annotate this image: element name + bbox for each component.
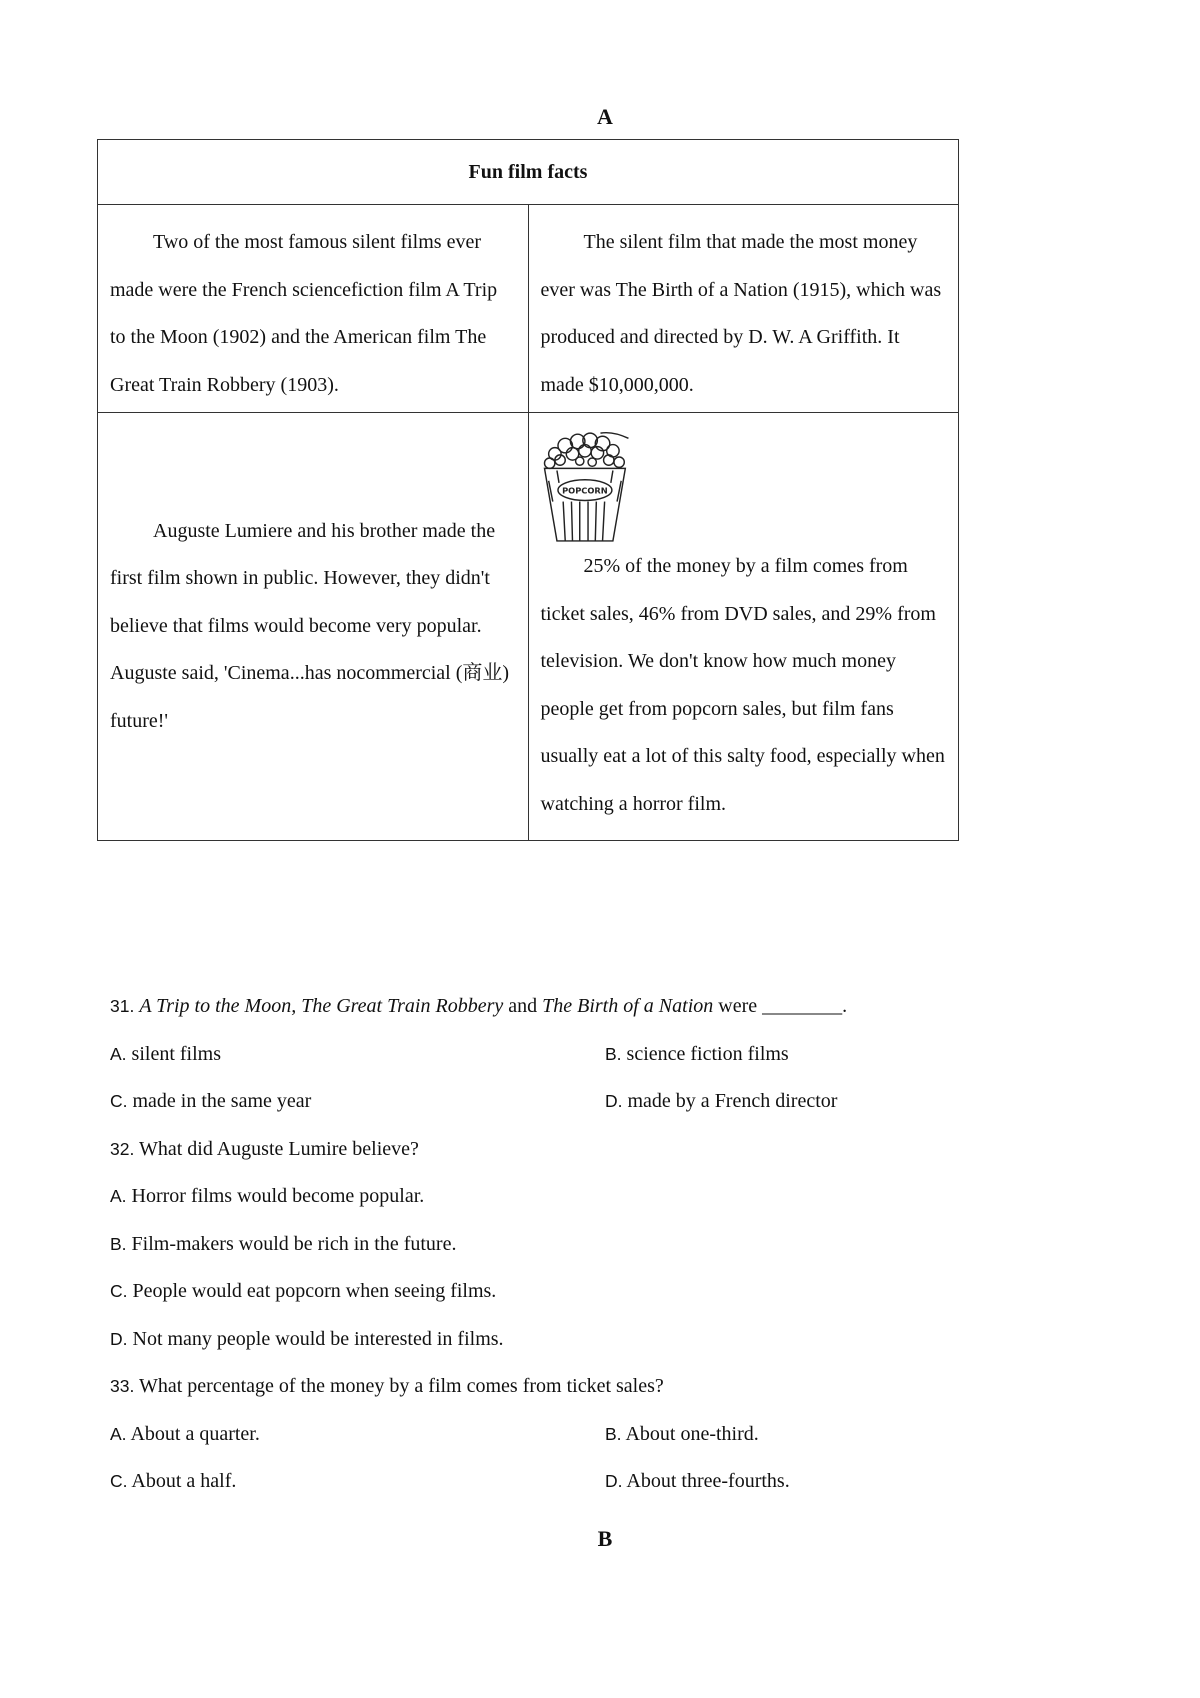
table-cell-silent-films xyxy=(98,205,529,413)
option-31-b: B. science fiction films xyxy=(605,1042,789,1065)
cell-text: Two of the most famous silent films ever made were the French sciencefiction film A Trip to the Moon (1902) and the American film The Great Train Robbery (1903). xyxy=(110,231,498,396)
option-32-b: B. Film-makers would be rich in the future. xyxy=(110,1232,457,1255)
table-cell-lumiere xyxy=(98,413,529,841)
option-32-d: D. Not many people would be interested in films. xyxy=(110,1327,504,1350)
stem-italic: The Birth of a Nation xyxy=(542,995,714,1017)
section-b-heading: B xyxy=(597,1526,613,1551)
stem-italic: A Trip to the Moon, The Great Train Robbery xyxy=(139,995,504,1017)
fun-film-facts-table xyxy=(97,139,959,841)
option-row xyxy=(110,1078,1110,1126)
table-cell-birth-of-nation xyxy=(528,205,959,413)
option-31-d: D. made by a French director xyxy=(605,1090,838,1112)
option-32-c: C. People would eat popcorn when seeing films. xyxy=(110,1280,497,1302)
option-31-c: C. made in the same year xyxy=(110,1090,312,1112)
table-cell-popcorn xyxy=(528,413,959,841)
stem-text: and xyxy=(503,995,543,1017)
cell-text: 25% of the money by a film comes from ticket sales, 46% from DVD sales, and 29% from television. We don't know how much money people get from popcorn sales, but film fans usually eat a lot of this salty food, especially when watching a horror film. xyxy=(540,555,945,815)
question-number: 31. xyxy=(110,996,135,1016)
popcorn-box-icon xyxy=(540,429,634,543)
option-row xyxy=(110,1031,1110,1079)
question-33-stem: 33. What percentage of the money by a film comes from ticket sales? xyxy=(110,1375,664,1397)
questions-block xyxy=(110,983,1110,1506)
stem-text: were ________. xyxy=(713,995,848,1017)
option-33-a: A. About a quarter. xyxy=(110,1422,260,1445)
option-row xyxy=(110,1411,1110,1459)
option-33-c: C. About a half. xyxy=(110,1470,237,1492)
question-32-stem: 32. What did Auguste Lumire believe? xyxy=(110,1137,419,1160)
option-33-d: D. About three-fourths. xyxy=(605,1470,790,1492)
popcorn-label: POPCORN xyxy=(561,485,608,496)
table-title: Fun film facts xyxy=(98,140,959,205)
option-row xyxy=(110,1458,1110,1506)
cell-text: The silent film that made the most money ever was The Birth of a Nation (1915), which was produced and directed by D. W. A Griffith. It made $10,000,000. xyxy=(540,231,942,396)
section-a-heading: A xyxy=(597,104,613,129)
option-32-a: A. Horror films would become popular. xyxy=(110,1185,425,1207)
question-31-stem xyxy=(110,983,1110,1031)
option-33-b: B. About one-third. xyxy=(605,1422,759,1445)
option-31-a: A. silent films xyxy=(110,1042,221,1065)
cell-text: Auguste Lumiere and his brother made the first film shown in public. However, they didn't believe that films would become very popular. Auguste said, 'Cinema...has nocommercial (商业) future!' xyxy=(110,519,510,732)
